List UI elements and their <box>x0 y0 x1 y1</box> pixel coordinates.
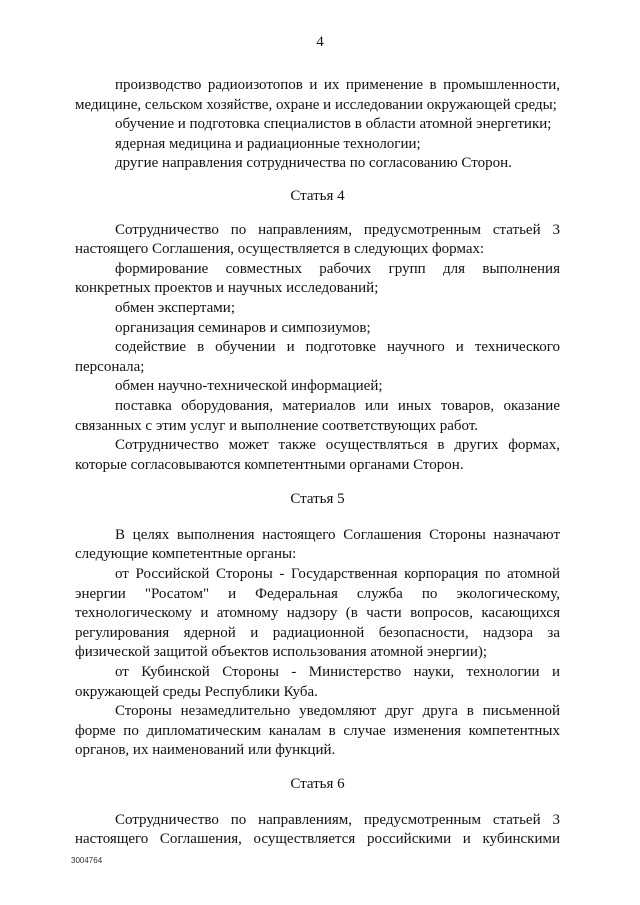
paragraph: Сотрудничество по направлениям, предусмотренным статьей 3 настоящего Соглашения, осуществляется в следующих формах: <box>75 221 560 258</box>
paragraph: Сотрудничество по направлениям, предусмотренным статьей 3 настоящего Соглашения, осуществляется российскими и кубинскими <box>75 811 560 848</box>
paragraph: поставка оборудования, материалов или иных товаров, оказание связанных с этим услуг и выполнение соответствующих работ. <box>75 397 560 434</box>
paragraph: обмен научно-технической информацией; <box>115 378 383 395</box>
paragraph: организация семинаров и симпозиумов; <box>115 319 371 336</box>
paragraph: от Кубинской Стороны - Министерство науки, технологии и окружающей среды Республики Куба. <box>75 664 560 700</box>
paragraph: ядерная медицина и радиационные технологии; <box>115 135 421 152</box>
paragraph: обучение и подготовка специалистов в области атомной энергетики; <box>115 116 552 133</box>
paragraph: формирование совместных рабочих групп для выполнения конкретных проектов и научных исследований; <box>75 260 560 297</box>
document-code: 3004764 <box>71 856 103 865</box>
article-heading: Статья 6 <box>290 776 345 792</box>
paragraph: от Российской Стороны - Государственная корпорация по атомной энергии "Росатом" и Федеральная служба по экологическому, технологическому и атомному надзору (в части вопросов, касающихся регулирования ядерной и радиационной безопасности, надзора за физической защитой объектов использования атомной энергии); <box>75 566 560 661</box>
article-heading: Статья 4 <box>290 187 345 204</box>
paragraph: Сотрудничество может также осуществляться в других формах, которые согласовываются компетентными органами Сторон. <box>75 437 560 473</box>
paragraph: В целях выполнения настоящего Соглашения Стороны назначают следующие компетентные органы: <box>75 526 560 563</box>
page-number: 4 <box>316 34 324 50</box>
paragraph: производство радиоизотопов и их применение в промышленности, медицине, сельском хозяйстве, охране и исследовании окружающей среды; <box>75 77 560 113</box>
document-body <box>75 76 560 850</box>
article-heading: Статья 5 <box>290 491 345 508</box>
paragraph: обмен экспертами; <box>115 299 235 316</box>
paragraph: Стороны незамедлительно уведомляют друг друга в письменной форме по дипломатическим каналам в случае изменения компетентных органов, их наименований или функций. <box>75 703 560 759</box>
paragraph: другие направления сотрудничества по согласованию Сторон. <box>115 155 512 172</box>
paragraph: содействие в обучении и подготовке научного и технического персонала; <box>75 339 560 375</box>
